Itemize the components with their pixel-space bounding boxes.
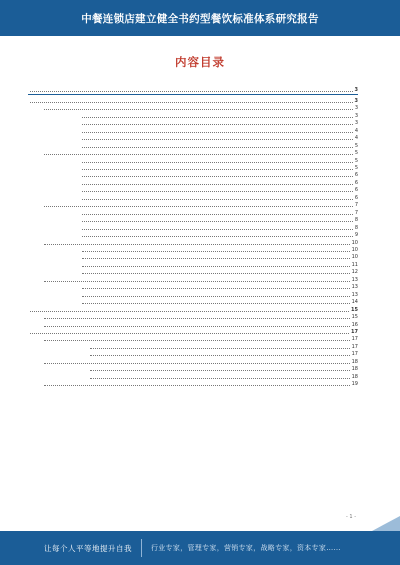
toc-entry-page: 13 xyxy=(351,276,358,283)
toc-entry-page: 18 xyxy=(351,373,358,380)
toc-entry[interactable] xyxy=(28,305,358,312)
toc-entry-page: 6 xyxy=(354,194,358,201)
toc-entry-page: 3 xyxy=(354,120,358,127)
toc-entry-page: 17 xyxy=(351,336,358,343)
toc-entry-page: 8 xyxy=(354,224,358,231)
toc-rule xyxy=(28,94,358,95)
toc-entry-page: 17 xyxy=(351,351,358,358)
toc-entry-page: 3 xyxy=(354,97,358,104)
report-title: 中餐连锁店建立健全书约型餐饮标准体系研究报告 xyxy=(81,12,319,25)
toc-leader-dots xyxy=(90,369,350,371)
toc-entry[interactable] xyxy=(28,119,358,126)
toc-entry-page: 19 xyxy=(351,381,358,388)
toc-entry[interactable] xyxy=(28,149,358,156)
toc-leader-dots xyxy=(90,377,350,379)
toc-leader-dots xyxy=(30,101,353,103)
toc-entry[interactable] xyxy=(28,208,358,215)
toc-leader-dots xyxy=(82,123,353,125)
toc-leader-dots xyxy=(44,339,350,341)
toc-entry[interactable] xyxy=(28,178,358,185)
toc-entry-page: 13 xyxy=(351,291,358,298)
toc-leader-dots xyxy=(30,90,353,92)
toc-leader-dots xyxy=(44,362,350,364)
toc-entry[interactable] xyxy=(28,328,358,335)
footer-tagline: 行业专家，管理专家，营销专家，战略专家，资本专家…… xyxy=(151,544,341,552)
toc-entry[interactable] xyxy=(28,223,358,230)
toc-leader-dots xyxy=(82,175,353,177)
toc-leader-dots xyxy=(82,220,353,222)
toc-entry-page: 15 xyxy=(351,306,358,313)
toc-entry-page: 6 xyxy=(354,172,358,179)
toc-entry[interactable] xyxy=(28,298,358,305)
toc-leader-dots xyxy=(82,116,353,118)
toc-entry[interactable] xyxy=(28,171,358,178)
toc-entry-page: 3 xyxy=(354,87,358,94)
toc-entry-page: 10 xyxy=(351,246,358,253)
footer-divider xyxy=(141,539,142,557)
toc-entry[interactable] xyxy=(28,156,358,163)
toc-entry-page: 3 xyxy=(354,105,358,112)
toc-entry[interactable] xyxy=(28,111,358,118)
toc-entry[interactable] xyxy=(28,238,358,245)
toc-entry-page: 17 xyxy=(351,343,358,350)
toc-entry-page: 8 xyxy=(354,217,358,224)
toc-entry-page: 10 xyxy=(351,254,358,261)
toc-entry-page: 6 xyxy=(354,187,358,194)
toc-entry[interactable] xyxy=(28,231,358,238)
toc-leader-dots xyxy=(44,108,353,110)
toc-leader-dots xyxy=(82,146,353,148)
toc-entry[interactable] xyxy=(28,365,358,372)
toc-entry[interactable] xyxy=(28,268,358,275)
toc-leader-dots xyxy=(82,168,353,170)
toc-entry[interactable] xyxy=(28,126,358,133)
toc-leader-dots xyxy=(44,384,350,386)
toc-leader-dots xyxy=(30,332,349,334)
toc-leader-dots xyxy=(82,131,353,133)
toc-entry-page: 14 xyxy=(351,299,358,306)
report-header-bar xyxy=(0,0,400,36)
toc-leader-dots xyxy=(82,265,350,267)
toc-entry[interactable] xyxy=(28,372,358,379)
toc-entry[interactable] xyxy=(28,246,358,253)
footer-bar xyxy=(0,531,400,565)
toc-entry[interactable] xyxy=(28,186,358,193)
toc-entry[interactable] xyxy=(28,313,358,320)
toc-entry[interactable] xyxy=(28,335,358,342)
toc-entry[interactable] xyxy=(28,96,358,103)
toc-entry-page: 17 xyxy=(351,328,358,335)
toc-entry-page: 5 xyxy=(354,142,358,149)
toc-leader-dots xyxy=(82,302,350,304)
toc-leader-dots xyxy=(82,161,353,163)
toc-leader-dots xyxy=(44,205,353,207)
toc-entry[interactable] xyxy=(28,380,358,387)
toc-entry[interactable] xyxy=(28,164,358,171)
toc-entry-page: 7 xyxy=(354,202,358,209)
toc-entry[interactable] xyxy=(28,141,358,148)
toc-entry-page: 12 xyxy=(351,269,358,276)
toc-entry-page: 11 xyxy=(351,261,358,268)
toc-entry[interactable] xyxy=(28,350,358,357)
toc-entry-page: 15 xyxy=(351,314,358,321)
toc-leader-dots xyxy=(82,250,350,252)
toc-entry[interactable] xyxy=(28,320,358,327)
toc-entry-page: 18 xyxy=(351,366,358,373)
toc-entry[interactable] xyxy=(28,357,358,364)
toc-entry[interactable] xyxy=(28,86,358,93)
toc-entry-page: 9 xyxy=(354,232,358,239)
page-number: - 1 - xyxy=(346,514,356,520)
toc-entry-page: 3 xyxy=(354,112,358,119)
page-fold-decoration xyxy=(372,516,400,531)
toc-leader-dots xyxy=(82,257,350,259)
toc-leader-dots xyxy=(90,347,350,349)
toc-leader-dots xyxy=(90,354,350,356)
toc-entry-page: 5 xyxy=(354,157,358,164)
toc-entry-page: 18 xyxy=(351,358,358,365)
toc-entry-page: 13 xyxy=(351,284,358,291)
toc-entry[interactable] xyxy=(28,216,358,223)
table-of-contents xyxy=(28,86,358,387)
toc-entry-page: 5 xyxy=(354,150,358,157)
toc-leader-dots xyxy=(82,138,353,140)
toc-leader-dots xyxy=(82,287,350,289)
toc-leader-dots xyxy=(44,325,350,327)
toc-entry[interactable] xyxy=(28,260,358,267)
toc-leader-dots xyxy=(44,317,350,319)
footer-slogan: 让每个人平等地提升自我 xyxy=(44,543,132,553)
toc-leader-dots xyxy=(82,228,353,230)
toc-leader-dots xyxy=(82,235,353,237)
toc-entry[interactable] xyxy=(28,275,358,282)
toc-entry[interactable] xyxy=(28,253,358,260)
toc-entry-page: 7 xyxy=(354,209,358,216)
toc-entry-page: 16 xyxy=(351,321,358,328)
toc-entry-page: 4 xyxy=(354,127,358,134)
toc-leader-dots xyxy=(44,153,353,155)
toc-entry[interactable] xyxy=(28,134,358,141)
toc-entry-page: 10 xyxy=(351,239,358,246)
toc-leader-dots xyxy=(82,198,353,200)
toc-entry-page: 6 xyxy=(354,179,358,186)
toc-leader-dots xyxy=(82,190,353,192)
toc-entry[interactable] xyxy=(28,193,358,200)
toc-leader-dots xyxy=(82,272,350,274)
toc-entry-page: 5 xyxy=(354,164,358,171)
toc-leader-dots xyxy=(82,183,353,185)
toc-entry[interactable] xyxy=(28,283,358,290)
toc-entry[interactable] xyxy=(28,201,358,208)
toc-leader-dots xyxy=(44,243,350,245)
toc-leader-dots xyxy=(82,213,353,215)
toc-leader-dots xyxy=(30,310,349,312)
toc-leader-dots xyxy=(44,280,350,282)
toc-entry[interactable] xyxy=(28,104,358,111)
toc-entry[interactable] xyxy=(28,342,358,349)
toc-title: 内容目录 xyxy=(175,55,225,69)
toc-entry-page: 4 xyxy=(354,135,358,142)
toc-entry[interactable] xyxy=(28,290,358,297)
toc-leader-dots xyxy=(82,295,350,297)
